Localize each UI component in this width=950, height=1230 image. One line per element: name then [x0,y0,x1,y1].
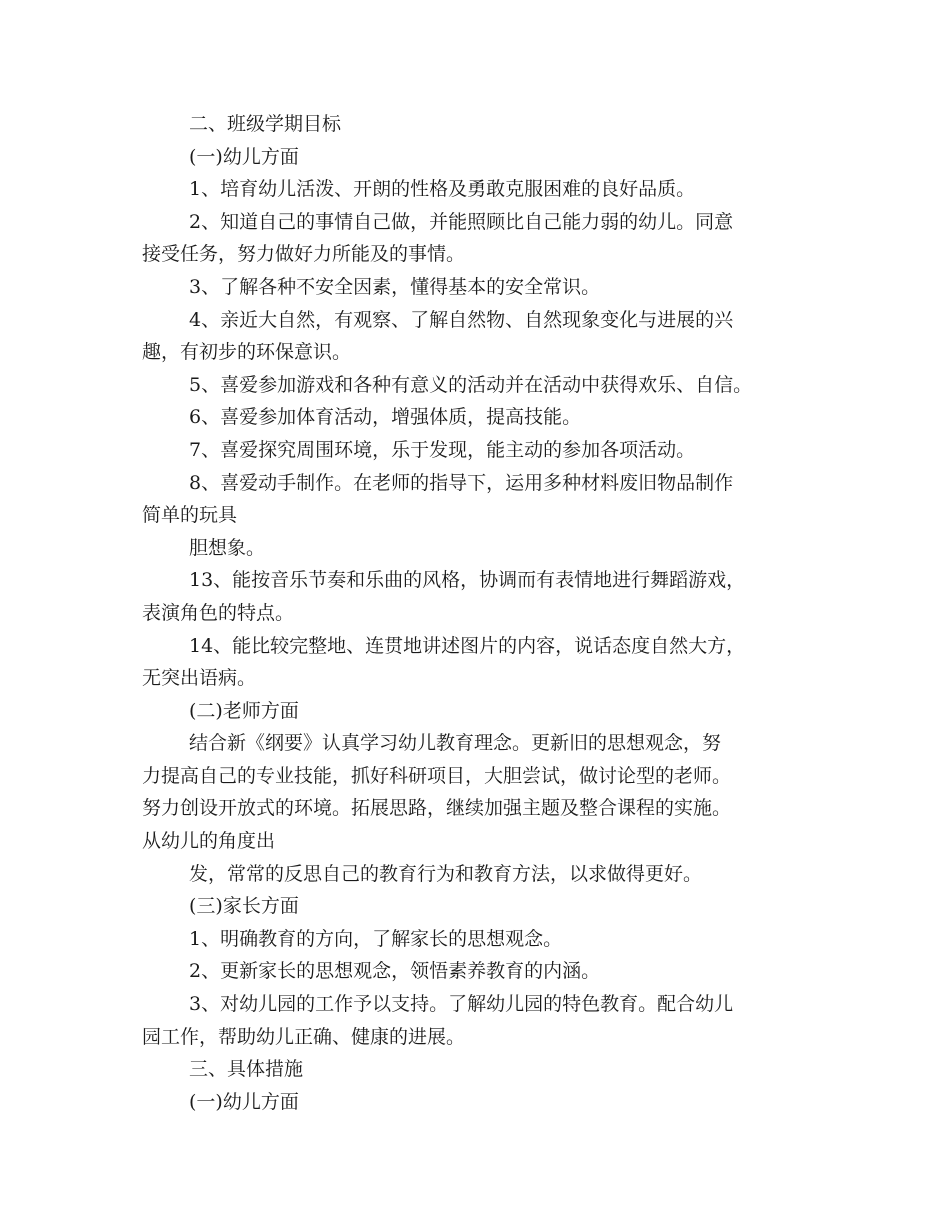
text-line: (一)幼儿方面 [189,145,299,168]
text-line: 无突出语病。 [142,667,257,690]
text-line: 从幼儿的角度出 [142,830,276,853]
document-page [142,108,822,1118]
text-line: (三)家长方面 [189,895,299,918]
text-line: 二、班级学期目标 [189,113,342,135]
text-line: 8、喜爱动手制作。在老师的指导下，运用多种材料废旧物品制作 [189,471,734,494]
text-line: 发，常常的反思自己的教育行为和教育方法，以求做得更好。 [189,862,703,885]
text-line: 接受任务，努力做好力所能及的事情。 [142,243,466,266]
text-line: 2、知道自己的事情自己做，并能照顾比自己能力弱的幼儿。同意 [189,210,734,233]
text-line: 三、具体措施 [189,1058,304,1081]
text-line: 趣，有初步的环保意识。 [142,341,352,364]
text-line: (一)幼儿方面 [189,1090,299,1113]
text-line: 结合新《纲要》认真学习幼儿教育理念。更新旧的思想观念，努 [189,732,722,755]
text-line: 简单的玩具 [142,504,238,527]
text-line: 3、对幼儿园的工作予以支持。了解幼儿园的特色教育。配合幼儿 [189,993,734,1016]
text-line: 园工作，帮助幼儿正确、健康的进展。 [142,1025,466,1048]
text-line: 表演角色的特点。 [142,601,295,624]
text-line: 13、能按音乐节奏和乐曲的风格，协调而有表情地进行舞蹈游戏， [189,569,746,592]
text-line: 1、培育幼儿活泼、开朗的性格及勇敢克服困难的良好品质。 [189,178,696,201]
text-line: 4、亲近大自然，有观察、了解自然物、自然现象变化与进展的兴 [189,308,734,331]
text-line: (二)老师方面 [189,699,299,722]
text-line: 2、更新家长的思想观念，领悟素养教育的内涵。 [189,960,601,983]
text-line: 5、喜爱参加游戏和各种有意义的活动并在活动中获得欢乐、自信。 [189,373,753,396]
text-line: 胆想象。 [189,536,266,559]
text-line: 1、明确教育的方向，了解家长的思想观念。 [189,927,563,950]
text-line: 6、喜爱参加体育活动，增强体质，提高技能。 [189,406,582,429]
text-line: 努力创设开放式的环境。拓展思路，继续加强主题及整合课程的实施。 [142,797,732,820]
text-line: 3、了解各种不安全因素，懂得基本的安全常识。 [189,275,601,298]
text-line: 14、能比较完整地、连贯地讲述图片的内容，说话态度自然大方， [189,634,746,657]
text-line: 7、喜爱探究周围环境，乐于发现，能主动的参加各项活动。 [189,438,696,461]
text-line: 力提高自己的专业技能，抓好科研项目，大胆尝试，做讨论型的老师。 [142,764,732,787]
